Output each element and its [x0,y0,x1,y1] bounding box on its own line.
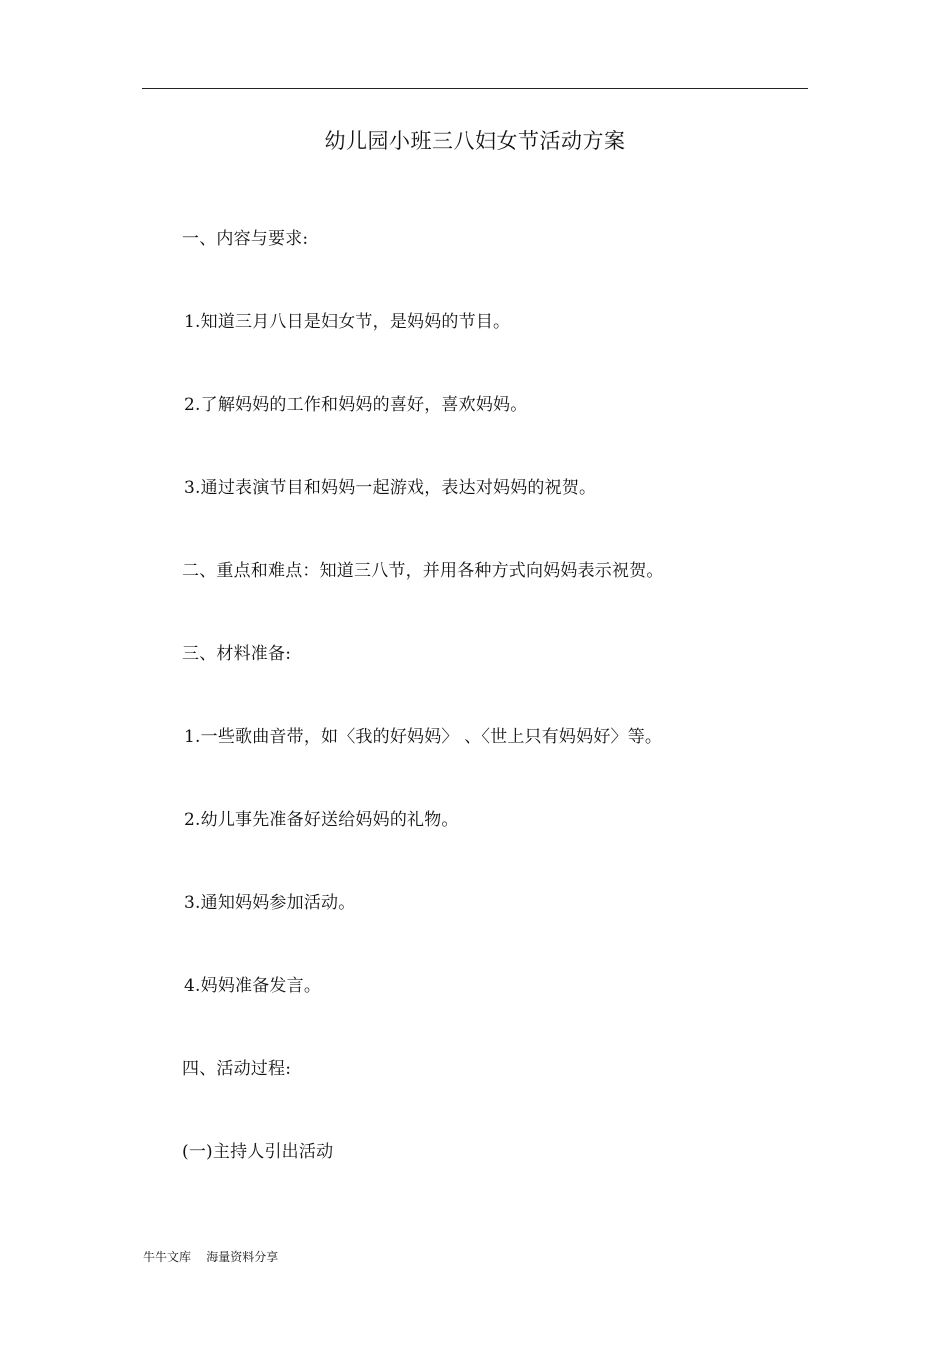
section-heading-activity-process: 四、活动过程: [182,1059,292,1079]
material-item-1: 1.一些歌曲音带，如〈我的好妈妈〉 、〈世上只有妈妈好〉等。 [184,727,663,747]
material-item-3: 3.通知妈妈参加活动。 [184,893,356,913]
document-title: 幼儿园小班三八妇女节活动方案 [324,129,626,153]
material-item-4: 4.妈妈准备发言。 [184,976,322,996]
process-step-1: (一)主持人引出活动 [182,1142,334,1162]
requirement-item-2: 2.了解妈妈的工作和妈妈的喜好，喜欢妈妈。 [184,395,528,415]
section-heading-materials: 三、材料准备: [182,644,292,664]
header-rule [142,88,808,89]
requirement-item-1: 1.知道三月八日是妇女节，是妈妈的节目。 [184,312,511,332]
section-heading-content-requirements: 一、内容与要求: [182,229,309,249]
section-heading-key-points: 二、重点和难点：知道三八节，并用各种方式向妈妈表示祝贺。 [182,561,664,581]
requirement-item-3: 3.通过表演节目和妈妈一起游戏，表达对妈妈的祝贺。 [184,478,597,498]
page-footer: 牛牛文库 海量资料分享 [143,1250,279,1264]
material-item-2: 2.幼儿事先准备好送给妈妈的礼物。 [184,810,459,830]
